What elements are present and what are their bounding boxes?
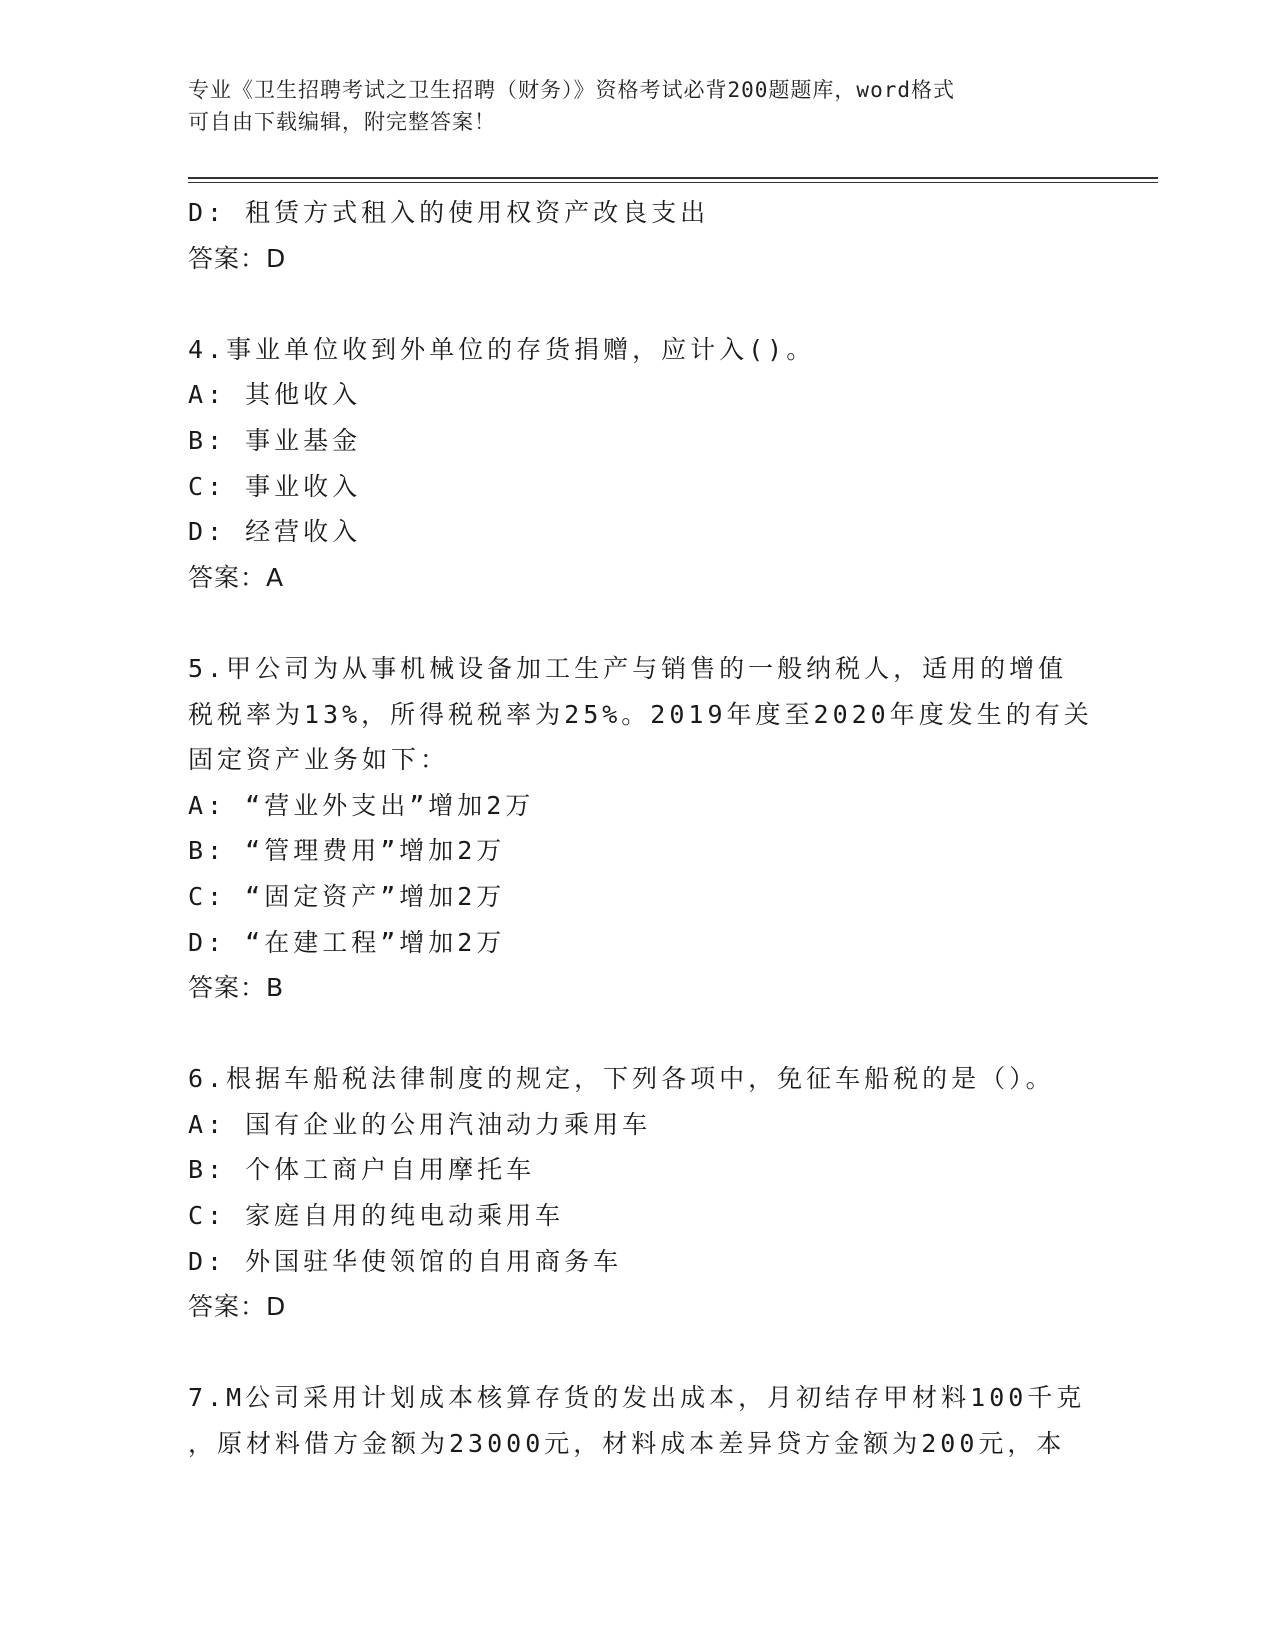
option-c: C: 事业收入 (188, 471, 362, 501)
option-a: A: 其他收入 (188, 380, 362, 410)
question-stem: 5.甲公司为从事机械设备加工生产与销售的一般纳税人，适用的增值 (188, 653, 1068, 683)
option-d: D: 经营收入 (188, 517, 362, 547)
question-6 (188, 1056, 1088, 1330)
question-prev (188, 190, 1088, 281)
question-stem: ，原材料借方金额为23000元，材料成本差异贷方金额为200元，本 (188, 1429, 1066, 1459)
question-7 (188, 1375, 1088, 1466)
spacer (188, 1330, 1088, 1376)
question-4 (188, 327, 1088, 601)
answer-text: 答案：B (188, 973, 285, 1003)
spacer (188, 281, 1088, 327)
header-divider-thick (188, 177, 1158, 179)
option-b: B: 个体工商户自用摩托车 (188, 1155, 536, 1185)
question-stem: 税税率为13%，所得税税率为25%。2019年度至2020年度发生的有关 (188, 699, 1093, 729)
option-b: B: “管理费用”增加2万 (188, 836, 506, 866)
question-stem: 6.根据车船税法律制度的规定，下列各项中，免征车船税的是（）。 (188, 1064, 1055, 1094)
option-a: A: “营业外支出”增加2万 (188, 790, 535, 820)
header-line-1: 专业《卫生招聘考试之卫生招聘（财务）》资格考试必背200题题库，word格式 (188, 78, 955, 102)
answer-text: 答案：D (188, 243, 287, 273)
question-5 (188, 646, 1093, 1011)
question-stem: 固定资产业务如下： (188, 745, 450, 775)
option-c: C: 家庭自用的纯电动乘用车 (188, 1201, 565, 1231)
answer-text: 答案：A (188, 562, 285, 592)
spacer (188, 1011, 1088, 1057)
header-divider-thin (188, 182, 1158, 183)
option-d: D: 外国驻华使领馆的自用商务车 (188, 1246, 623, 1276)
option-a: A: 国有企业的公用汽油动力乘用车 (188, 1109, 652, 1139)
question-stem: 7.M公司采用计划成本核算存货的发出成本，月初结存甲材料100千克 (188, 1383, 1086, 1413)
option-b: B: 事业基金 (188, 425, 362, 455)
header-line-2: 可自由下载编辑，附完整答案！ (188, 110, 496, 134)
question-stem: 4.事业单位收到外单位的存货捐赠，应计入()。 (188, 334, 816, 364)
spacer (188, 600, 1088, 646)
page-header (188, 74, 1088, 138)
option-d: D: 租赁方式租入的使用权资产改良支出 (188, 198, 710, 227)
document-body (188, 190, 1093, 1467)
option-c: C: “固定资产”增加2万 (188, 881, 506, 911)
answer-text: 答案：D (188, 1292, 287, 1322)
option-d: D: “在建工程”增加2万 (188, 927, 506, 957)
